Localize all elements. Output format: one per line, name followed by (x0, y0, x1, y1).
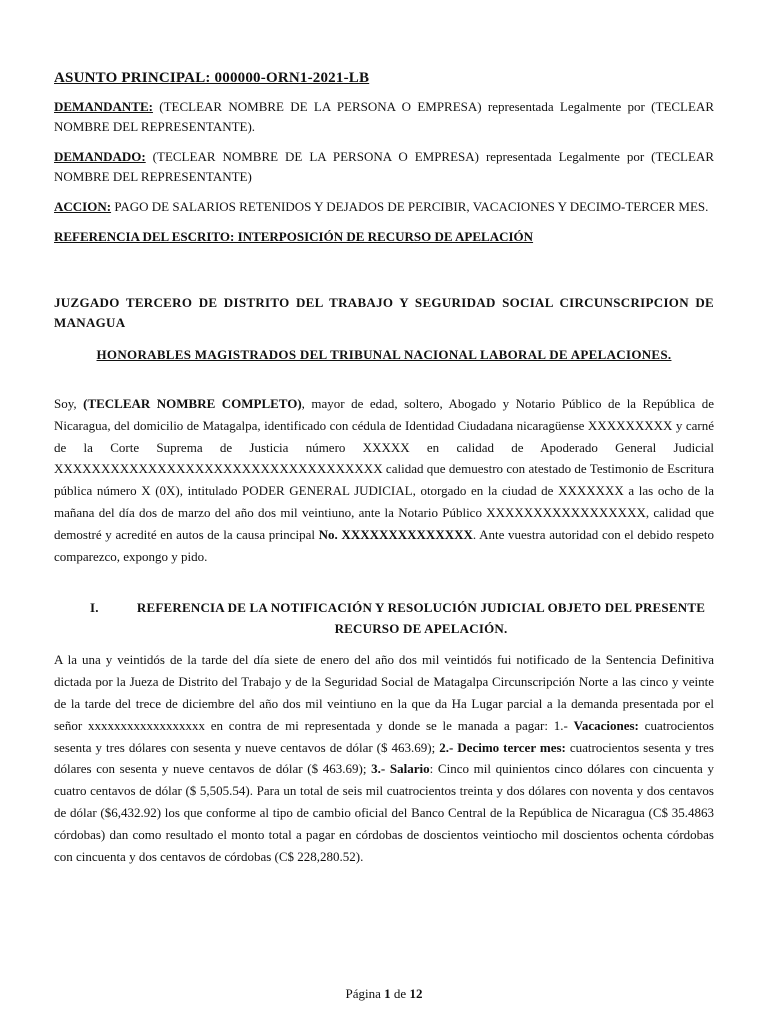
accion-label: ACCION: (54, 199, 112, 214)
section-number: I. (90, 600, 99, 616)
body-part-1: A la una y veintidós de la tarde del día siete de enero del año dos mil veintidós fui notificado de la Sentencia Definitiva dictada por la Jueza de Distrito del Trabajo y de la Seguridad Social de Matagalpa Circunscripción Norte a las cinco y veinte de la tarde del trece de diciembre del año dos mil veintiuno en la que da Ha Lugar parcial a la demanda presentada por el señor xxxxxxxxxxxxxxxxxx en contra de mi representada y donde se le manada a pagar: 1.- (54, 652, 714, 733)
accion-text: PAGO DE SALARIOS RETENIDOS Y DEJADOS DE PERCIBIR, VACACIONES Y DECIMO-TERCER MES. (111, 199, 709, 214)
intro-start: Soy, (54, 396, 84, 411)
body-salario: 3.- Salario (371, 761, 430, 777)
demandado-text: (TECLEAR NOMBRE DE LA PERSONA O EMPRESA) representada Legalmente por (TECLEAR NOMBRE DEL REPRESENTANTE) (54, 149, 714, 184)
demandante-label: DEMANDANTE: (54, 99, 153, 114)
intro-body: , mayor de edad, soltero, Abogado y Notario Público de la República de Nicaragua, del domicilio de Matagalpa, identificado con cédula de Identidad Ciudadana nicaragüense XXXXXXXXX y carné de la Corte Suprema de Justicia número XXXXX en calidad de Apoderado General Judicial XXXXXXXXXXXXXXXXXXXXXXXXXXXXXXXXXXX calidad que demuestro con atestado de Testimonio de Escritura pública número X (0X), intitulado PODER GENERAL JUDICIAL, otorgado en la ciudad de XXXXXXX a las ocho de la mañana del día dos de marzo del año dos mil veintiuno, ante la Notario Público XXXXXXXXXXXXXXXXX, calidad que demostré y acredité en autos de la causa principal (54, 396, 715, 542)
body-part-2: cuatrocientos sesenta y tres dólares con sesenta y nueve centavos de dólar ($ 463.69); (54, 717, 714, 755)
footer-pagina: Página (345, 986, 385, 1001)
body-decimo: 2.- Decimo tercer mes: (439, 739, 566, 755)
honorables-heading: HONORABLES MAGISTRADOS DEL TRIBUNAL NACIONAL LABORAL DE APELACIONES. (96, 347, 672, 362)
section-heading (54, 597, 714, 639)
demandante-line (54, 97, 714, 137)
footer-current-page: 1 (384, 986, 391, 1001)
footer-de: de (390, 986, 410, 1001)
footer-total-pages: 12 (409, 986, 423, 1001)
intro-causa: No. XXXXXXXXXXXXXX (318, 526, 473, 542)
asunto-principal: ASUNTO PRINCIPAL: 000000-ORN1-2021-LB (54, 70, 370, 86)
body-part-4: : Cinco mil quinientos cinco dólares con cincuenta y cuatro centavos de dólar ($ 5,505.54). Para un total de seis mil cuatrocientos treinta y dos dólares con noventa y dos centavos de dólar ($6,432.92) los que conforme al tipo de cambio oficial del Banco Central de la República de Nicaragua (C$ 35.4863 córdobas) dan como resultado el monto total a pagar en córdobas de doscientos veintiocho mil doscientos ochenta córdobas con cincuenta y dos centavos de córdobas (C$ 228,280.52). (54, 761, 714, 864)
body-vacaciones: Vacaciones: (573, 717, 639, 733)
section-title: REFERENCIA DE LA NOTIFICACIÓN Y RESOLUCIÓN JUDICIAL OBJETO DEL PRESENTE RECURSO DE APELACIÓN. (136, 600, 706, 637)
demandante-text: (TECLEAR NOMBRE DE LA PERSONA O EMPRESA) representada Legalmente por (TECLEAR NOMBRE DEL REPRESENTANTE). (54, 99, 714, 134)
referencia-escrito: REFERENCIA DEL ESCRITO: INTERPOSICIÓN DE RECURSO DE APELACIÓN (54, 229, 534, 244)
notification-paragraph (54, 649, 714, 867)
accion-line (54, 197, 714, 217)
juzgado-heading: JUZGADO TERCERO DE DISTRITO DEL TRABAJO Y SEGURIDAD SOCIAL CIRCUNSCRIPCION DE MANAGUA (54, 295, 714, 330)
intro-paragraph (54, 393, 714, 567)
intro-name: (TECLEAR NOMBRE COMPLETO) (83, 396, 302, 411)
demandado-line (54, 147, 714, 187)
demandado-label: DEMANDADO: (54, 149, 146, 164)
page-footer (0, 986, 768, 1002)
intro-end: . Ante vuestra autoridad con el debido respeto comparezco, expongo y pido. (54, 526, 714, 564)
body-part-3: cuatrocientos sesenta y tres dólares con sesenta y nueve centavos de dólar ($ 463.69); (54, 739, 714, 777)
